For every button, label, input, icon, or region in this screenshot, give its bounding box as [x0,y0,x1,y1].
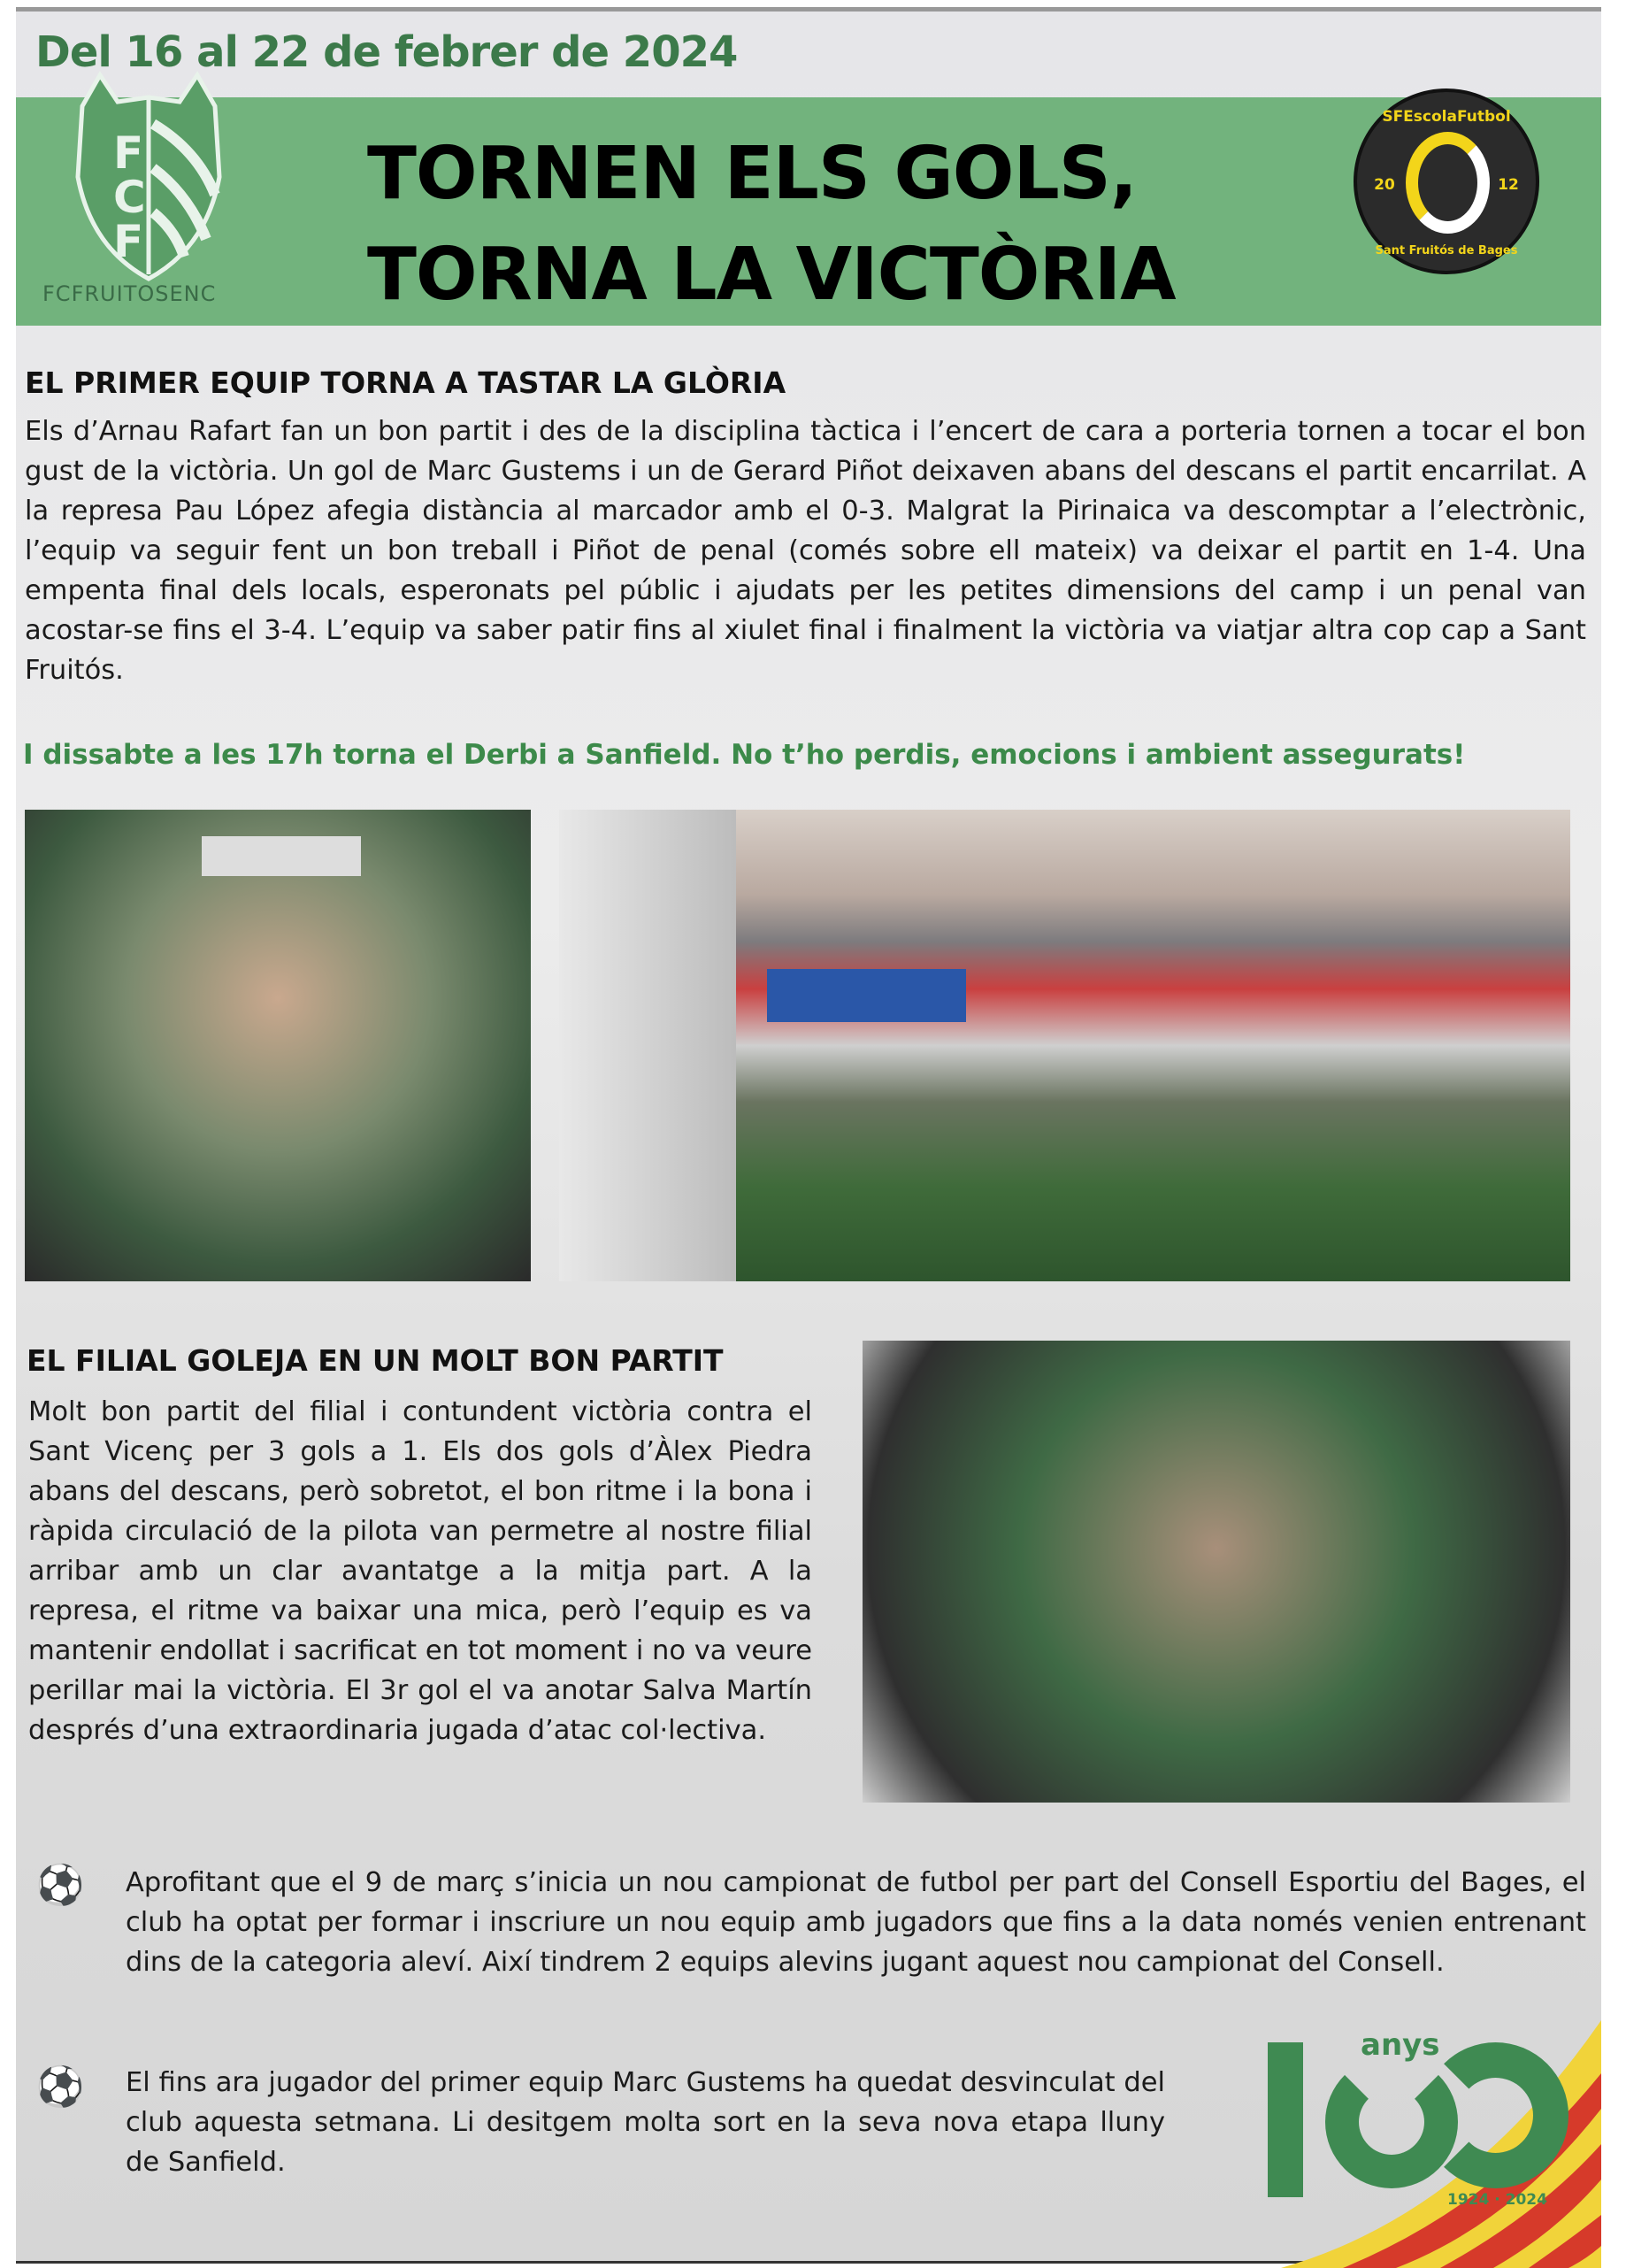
badge-top-text: SFEscolaFutbol [1382,108,1511,126]
headline-line-1: TORNEN ELS GOLS, [367,132,1137,216]
headline [367,124,1176,326]
news-item-2: El fins ara jugador del primer equip Marc Gustems ha quedat desvinculat del club aquesta setmana. Li desitgem molta sort en la seva nova etapa lluny de Sanfield. [126,2067,1165,2178]
escola-futbol-badge [1354,88,1539,274]
headline-line-2: TORNA LA VICTÒRIA [367,233,1176,317]
svg-text:C: C [113,172,146,223]
anniversary-years: 1924 · 2024 [1447,2191,1547,2209]
centenary-logo [1246,1994,1601,2268]
badge-bottom-text: Sant Fruitós de Bages [1375,244,1518,258]
badge-e-symbol [1406,132,1490,234]
soccer-ball-icon: ⚽ [35,1863,85,1908]
header-band [16,97,1601,326]
soccer-ball-icon: ⚽ [35,2064,85,2110]
welcome-sign [202,836,361,876]
digit-one [1268,2042,1303,2197]
news-item-1: Aprofitant que el 9 de març s’inicia un nou campionat de futbol per part del Consell Esportiu del Bages, el club ha optat per formar i inscriure un nou equip amb jugadors que fins a la data només venien entrenant dins de la categoria aleví. Així tindrem 2 equips alevins jugant aquest nou campionat del Consell. [126,1867,1586,1978]
photo-first-team-celebration [559,810,1570,1281]
club-crest-logo [65,71,233,283]
photo-reserve-team-dressing-room [863,1341,1570,1803]
photo-first-team-dressing-room [25,810,531,1281]
date-range: Del 16 al 22 de febrer de 2024 [35,27,738,77]
goal-net [559,810,736,1281]
section2-heading: EL FILIAL GOLEJA EN UN MOLT BON PARTIT [27,1343,724,1378]
club-logo-text: FCFRUITOSENC [42,281,217,306]
section1-heading: EL PRIMER EQUIP TORNA A TASTAR LA GLÒRIA [25,365,786,400]
derby-announcement: I dissabte a les 17h torna el Derbi a Sanfield. No t’ho perdis, emocions i ambient assegurats! [23,739,1466,771]
svg-text:F: F [113,127,144,179]
section1-body: Els d’Arnau Rafart fan un bon partit i des de la disciplina tàctica i l’encert de cara a porteria tornen a tocar el bon gust de la victòria. Un gol de Marc Gustems i un de Gerard Piñot deixaven abans del descans el partit encarrilat. A la represa Pau López afegia distància al marcador amb el 0-3. Malgrat la Pirinaica va descomptar a l’electrònic, l’equip va seguir fent un bon treball i Piñot de penal (comés sobre ell mateix) va deixar el partit en 1-4. Una empenta final dels locals, esperonats pel públic i ajudats per les petites dimensions del camp i un penal van acostar-se fins el 3-4. L’equip va saber patir fins al xiulet final i finalment la victòria va viatjar altra cop cap a Sant Fruitós. [25,416,1586,686]
anniversary-word: anys [1361,2027,1440,2063]
digit-zero-right [1423,2042,1568,2188]
badge-left-text: 20 [1374,176,1395,194]
section2-body: Molt bon partit del filial i contundent victòria contra el Sant Vicenç per 3 gols a 1. Els dos gols d’Àlex Piedra abans del descans, però sobretot, el bon ritme i la bona i ràpida circulació de la pilota van permetre al nostre filial arribar amb un clar avantatge a la mitja part. A la represa, el ritme va baixar una mica, però l’equip es va mantenir endollat i sacrificat en tot moment i no va veure perillar mai la victòria. El 3r gol el va anotar Salva Martín després d’una extraordinaria jugada d’atac col·lectiva. [28,1396,812,1746]
sponsor-banner [767,969,966,1022]
newsletter-page [16,7,1601,2264]
svg-text:F: F [113,216,144,267]
badge-right-text: 12 [1498,176,1519,194]
